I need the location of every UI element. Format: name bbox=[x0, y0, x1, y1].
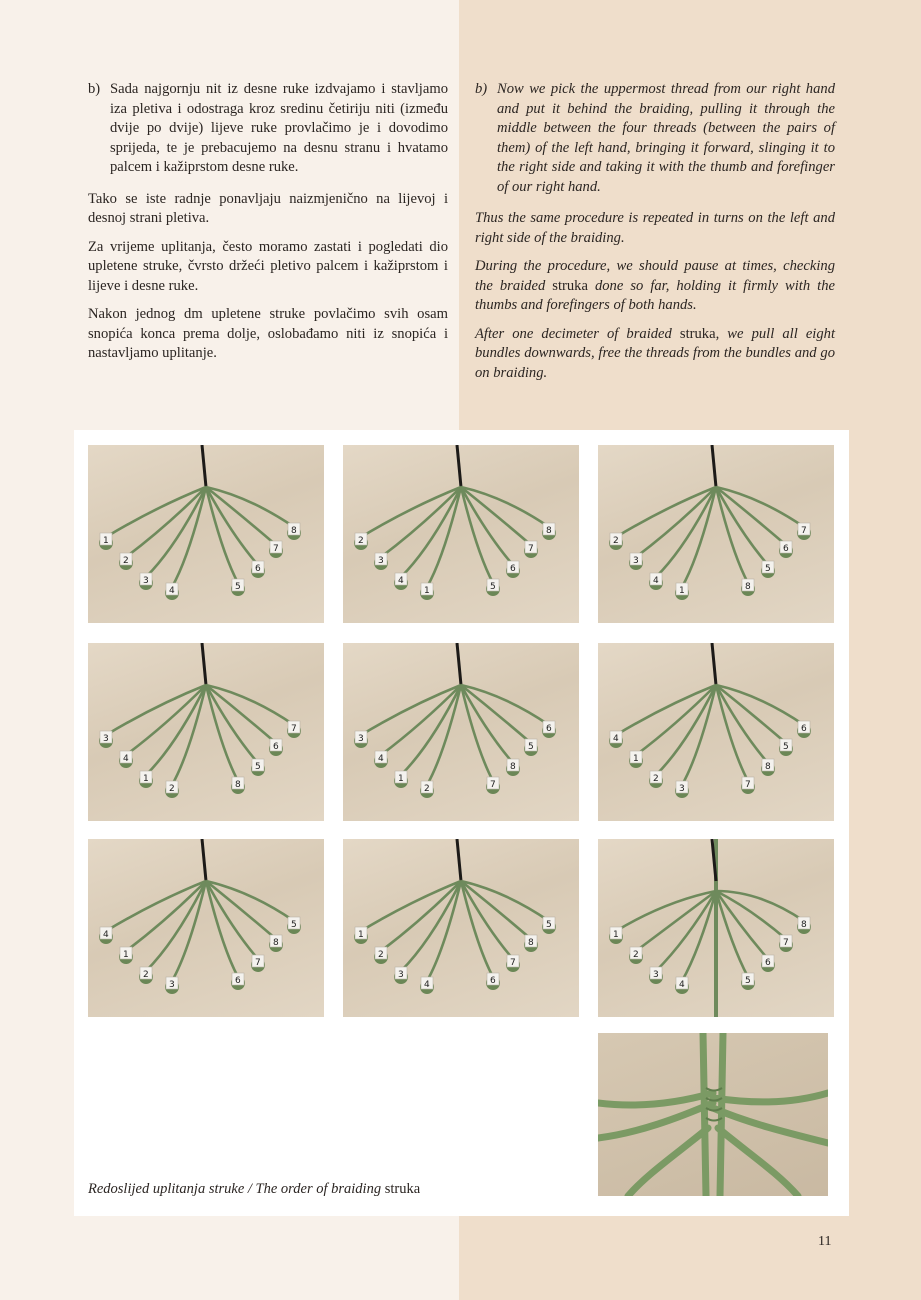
english-paragraph: Thus the same procedure is repeated in turns on the left and right side of the braiding. bbox=[475, 210, 835, 246]
number-tag bbox=[762, 561, 774, 574]
tag-number: 8 bbox=[528, 938, 534, 948]
number-tag bbox=[421, 583, 433, 596]
tag-number: 2 bbox=[653, 774, 659, 784]
braid-step-photo bbox=[88, 643, 324, 821]
thread-bundle bbox=[716, 487, 786, 545]
tag-number: 5 bbox=[291, 920, 297, 930]
tag-number: 1 bbox=[103, 536, 109, 546]
tag-number: 8 bbox=[510, 762, 516, 772]
term-struka: struka bbox=[384, 1181, 421, 1197]
tag-number: 5 bbox=[528, 742, 534, 752]
tag-number: 8 bbox=[765, 762, 771, 772]
tag-number: 4 bbox=[378, 754, 384, 764]
item-label: b) bbox=[475, 81, 488, 97]
croatian-item-b bbox=[88, 80, 448, 178]
thread-bundle bbox=[656, 891, 716, 971]
tag-number: 1 bbox=[679, 586, 685, 596]
thread-bundle bbox=[106, 685, 206, 735]
number-tag bbox=[166, 977, 178, 990]
thread-bundle bbox=[381, 487, 461, 557]
number-tag bbox=[166, 583, 178, 596]
thread-bundle bbox=[361, 881, 461, 931]
thread-bundle bbox=[636, 487, 716, 557]
number-tag bbox=[270, 541, 282, 554]
number-tag bbox=[487, 777, 499, 790]
number-tag bbox=[742, 973, 754, 986]
hanging-cord bbox=[202, 445, 206, 487]
number-tag bbox=[610, 927, 622, 940]
hanging-cord bbox=[202, 839, 206, 881]
hanging-cord bbox=[457, 643, 461, 685]
thread-bundle bbox=[126, 881, 206, 951]
tag-number: 6 bbox=[510, 564, 516, 574]
item-text: Sada najgornju nit iz desne ruke izdvajamo i stavljamo iza pletiva i odostraga kroz sredinu četiriju niti (između dvije po dvije) lijeve ruke provlačimo je i dovodimo sprijeda, te je prebacujemo na desnu stranu i hvatamo palcem i kažiprstom desne ruke. bbox=[110, 81, 448, 175]
thread-bundle bbox=[461, 881, 549, 921]
thread-bundle bbox=[716, 891, 748, 977]
tag-number: 2 bbox=[613, 536, 619, 546]
number-tag bbox=[375, 947, 387, 960]
number-tag bbox=[780, 541, 792, 554]
thread-bundle bbox=[126, 487, 206, 557]
number-tag bbox=[762, 759, 774, 772]
tag-number: 4 bbox=[679, 980, 685, 990]
tag-number: 3 bbox=[679, 784, 685, 794]
number-tag bbox=[487, 973, 499, 986]
number-tag bbox=[270, 739, 282, 752]
tag-number: 4 bbox=[169, 586, 175, 596]
tag-number: 1 bbox=[358, 930, 364, 940]
thread-bundle bbox=[206, 685, 294, 725]
tag-number: 2 bbox=[378, 950, 384, 960]
number-tag bbox=[507, 759, 519, 772]
english-item-b bbox=[475, 80, 835, 197]
braid-step-photo bbox=[343, 643, 579, 821]
braid-closeup-photo bbox=[598, 1033, 828, 1196]
hanging-cord bbox=[712, 445, 716, 487]
number-tag bbox=[252, 759, 264, 772]
tag-number: 5 bbox=[546, 920, 552, 930]
hanging-cord bbox=[202, 643, 206, 685]
number-tag bbox=[100, 927, 112, 940]
thread-bundle bbox=[461, 685, 513, 763]
tag-number: 3 bbox=[633, 556, 639, 566]
braid-step-photo bbox=[598, 839, 834, 1017]
hanging-cord bbox=[712, 643, 716, 685]
thread-bundle bbox=[206, 487, 276, 545]
number-tag bbox=[140, 573, 152, 586]
tag-number: 3 bbox=[398, 970, 404, 980]
number-tag bbox=[543, 721, 555, 734]
number-tag bbox=[421, 781, 433, 794]
braid-step-photo bbox=[598, 643, 834, 821]
braid-step-photo bbox=[88, 839, 324, 1017]
number-tag bbox=[676, 583, 688, 596]
tag-number: 8 bbox=[235, 780, 241, 790]
thread-bundle bbox=[716, 685, 804, 725]
tag-number: 6 bbox=[801, 724, 807, 734]
braid-step-photo bbox=[343, 839, 579, 1017]
number-tag bbox=[120, 553, 132, 566]
number-tag bbox=[252, 561, 264, 574]
tag-number: 7 bbox=[291, 724, 297, 734]
thread-bundle bbox=[206, 881, 258, 959]
braid-step-photo bbox=[343, 445, 579, 623]
number-tag bbox=[395, 573, 407, 586]
number-tag bbox=[676, 977, 688, 990]
number-tag bbox=[120, 947, 132, 960]
tag-number: 3 bbox=[169, 980, 175, 990]
number-tag bbox=[762, 955, 774, 968]
caption-text: Redoslijed uplitanja struke / The order of braiding bbox=[88, 1181, 385, 1197]
page-number: 11 bbox=[818, 1234, 832, 1249]
braid-step-photo bbox=[88, 445, 324, 623]
number-tag bbox=[375, 751, 387, 764]
thread-bundle bbox=[716, 685, 768, 763]
number-tag bbox=[487, 579, 499, 592]
item-label: b) bbox=[88, 81, 101, 97]
number-tag bbox=[525, 739, 537, 752]
term-struka: struka bbox=[679, 325, 716, 342]
tag-number: 1 bbox=[143, 774, 149, 784]
english-paragraph bbox=[475, 257, 835, 316]
number-tag bbox=[252, 955, 264, 968]
tag-number: 4 bbox=[398, 576, 404, 586]
thread-bundle bbox=[616, 891, 716, 931]
tag-number: 3 bbox=[358, 734, 364, 744]
thread-bundle bbox=[381, 685, 461, 755]
croatian-paragraph: Za vrijeme uplitanja, često moramo zastati i pogledati dio upletene struke, čvrsto držeći pletivo palcem i kažiprstom i lijeve i desne ruke. bbox=[88, 238, 448, 294]
number-tag bbox=[742, 579, 754, 592]
tag-number: 7 bbox=[528, 544, 534, 554]
number-tag bbox=[543, 523, 555, 536]
tag-number: 6 bbox=[765, 958, 771, 968]
thread-bundle bbox=[616, 487, 716, 537]
thread-bundle bbox=[636, 891, 716, 951]
number-tag bbox=[288, 917, 300, 930]
number-tag bbox=[232, 973, 244, 986]
tag-number: 3 bbox=[653, 970, 659, 980]
number-tag bbox=[288, 721, 300, 734]
tag-number: 4 bbox=[424, 980, 430, 990]
thread-bundle bbox=[206, 881, 276, 939]
term-struka: struka bbox=[552, 277, 588, 294]
number-tag bbox=[630, 751, 642, 764]
number-tag bbox=[120, 751, 132, 764]
tag-number: 2 bbox=[633, 950, 639, 960]
number-tag bbox=[630, 947, 642, 960]
tag-number: 2 bbox=[358, 536, 364, 546]
tag-number: 5 bbox=[765, 564, 771, 574]
number-tag bbox=[650, 967, 662, 980]
thread-bundle bbox=[461, 487, 549, 527]
thread-bundle bbox=[381, 881, 461, 951]
thread-bundle bbox=[461, 685, 531, 743]
text-run: During the procedure, we should pause at times, checking the braided bbox=[475, 258, 835, 294]
number-tag bbox=[232, 579, 244, 592]
text-run: After one decimeter of braided bbox=[475, 325, 680, 342]
croatian-paragraph: Nakon jednog dm upletene struke povlačimo svih osam snopića konca prema dolje, oslobađamo niti iz snopića i nastavljamo uplitanje. bbox=[88, 306, 448, 361]
number-tag bbox=[421, 977, 433, 990]
thread-bundle bbox=[716, 891, 804, 921]
text-run: , we pull all eight bundles downwards, free the threads from the bundles and go on braiding. bbox=[475, 325, 835, 381]
thread-bundle bbox=[206, 487, 258, 565]
number-tag bbox=[650, 771, 662, 784]
number-tag bbox=[798, 917, 810, 930]
tag-number: 8 bbox=[801, 920, 807, 930]
tag-number: 8 bbox=[546, 526, 552, 536]
number-tag bbox=[395, 771, 407, 784]
tag-number: 4 bbox=[103, 930, 109, 940]
tag-number: 7 bbox=[745, 780, 751, 790]
tag-number: 6 bbox=[490, 976, 496, 986]
number-tag bbox=[355, 731, 367, 744]
tag-number: 3 bbox=[143, 576, 149, 586]
number-tag bbox=[355, 533, 367, 546]
tag-number: 6 bbox=[546, 724, 552, 734]
thread-bundle bbox=[206, 685, 258, 763]
number-tag bbox=[232, 777, 244, 790]
thread-bundle bbox=[206, 685, 276, 743]
thread-bundle bbox=[461, 685, 549, 725]
thread-bundle bbox=[461, 881, 531, 939]
thread-bundle bbox=[126, 685, 206, 755]
thread-bundle bbox=[206, 881, 294, 921]
tag-number: 4 bbox=[653, 576, 659, 586]
item-text: Now we pick the uppermost thread from our right hand and put it behind the braiding, pulling it through the middle between the four threads (between the pairs of them) of the left hand, bringing it forward, slinging it to the right side and taking it with the thumb and forefinger of our right hand. bbox=[497, 81, 835, 195]
hanging-cord bbox=[457, 445, 461, 487]
tag-number: 6 bbox=[235, 976, 241, 986]
tag-number: 6 bbox=[273, 742, 279, 752]
thread-bundle bbox=[716, 891, 786, 939]
english-paragraph bbox=[475, 325, 835, 384]
croatian-column bbox=[88, 80, 448, 373]
thread-bundle bbox=[106, 487, 206, 537]
thread-bundle bbox=[716, 891, 768, 959]
number-tag bbox=[650, 573, 662, 586]
thread-bundle bbox=[106, 881, 206, 931]
thread-bundle bbox=[461, 487, 513, 565]
thread-bundle bbox=[716, 487, 804, 527]
tag-number: 2 bbox=[169, 784, 175, 794]
number-tag bbox=[270, 935, 282, 948]
hanging-cord bbox=[457, 839, 461, 881]
thread-bundle bbox=[361, 487, 461, 537]
number-tag bbox=[355, 927, 367, 940]
number-tag bbox=[140, 967, 152, 980]
number-tag bbox=[140, 771, 152, 784]
number-tag bbox=[780, 935, 792, 948]
tag-number: 4 bbox=[613, 734, 619, 744]
thread-bundle bbox=[616, 685, 716, 735]
braid-step-photo bbox=[598, 445, 834, 623]
tag-number: 5 bbox=[490, 582, 496, 592]
tag-number: 1 bbox=[424, 586, 430, 596]
number-tag bbox=[507, 561, 519, 574]
number-tag bbox=[507, 955, 519, 968]
number-tag bbox=[395, 967, 407, 980]
number-tag bbox=[742, 777, 754, 790]
tag-number: 2 bbox=[123, 556, 129, 566]
number-tag bbox=[100, 731, 112, 744]
tag-number: 4 bbox=[123, 754, 129, 764]
number-tag bbox=[166, 781, 178, 794]
figure-caption bbox=[88, 1181, 420, 1198]
thread-bundle bbox=[716, 487, 768, 565]
tag-number: 8 bbox=[291, 526, 297, 536]
tag-number: 7 bbox=[801, 526, 807, 536]
tag-number: 5 bbox=[745, 976, 751, 986]
number-tag bbox=[676, 781, 688, 794]
tag-number: 7 bbox=[255, 958, 261, 968]
text-run: done so far, holding it firmly with the thumbs and forefingers of both hands. bbox=[475, 277, 835, 313]
tag-number: 3 bbox=[103, 734, 109, 744]
number-tag bbox=[375, 553, 387, 566]
tag-number: 5 bbox=[783, 742, 789, 752]
thread-bundle bbox=[461, 487, 531, 545]
tag-number: 2 bbox=[143, 970, 149, 980]
tag-number: 2 bbox=[424, 784, 430, 794]
tag-number: 1 bbox=[633, 754, 639, 764]
tag-number: 7 bbox=[783, 938, 789, 948]
tag-number: 6 bbox=[783, 544, 789, 554]
number-tag bbox=[610, 731, 622, 744]
thread-bundle bbox=[716, 685, 786, 743]
number-tag bbox=[798, 721, 810, 734]
tag-number: 8 bbox=[273, 938, 279, 948]
tag-number: 1 bbox=[398, 774, 404, 784]
tag-number: 6 bbox=[255, 564, 261, 574]
number-tag bbox=[525, 935, 537, 948]
tag-number: 7 bbox=[273, 544, 279, 554]
tag-number: 3 bbox=[378, 556, 384, 566]
tag-number: 5 bbox=[255, 762, 261, 772]
number-tag bbox=[610, 533, 622, 546]
tag-number: 1 bbox=[123, 950, 129, 960]
croatian-paragraph: Tako se iste radnje ponavljaju naizmjenično na lijevoj i desnoj strani pletiva. bbox=[88, 190, 448, 226]
number-tag bbox=[288, 523, 300, 536]
figure-panel bbox=[74, 430, 849, 1216]
tag-number: 7 bbox=[510, 958, 516, 968]
number-tag bbox=[525, 541, 537, 554]
tag-number: 5 bbox=[235, 582, 241, 592]
number-tag bbox=[798, 523, 810, 536]
thread-bundle bbox=[636, 685, 716, 755]
number-tag bbox=[100, 533, 112, 546]
thread-bundle bbox=[461, 881, 513, 959]
thread-bundle bbox=[206, 487, 294, 527]
thread-bundle bbox=[361, 685, 461, 735]
number-tag bbox=[543, 917, 555, 930]
number-tag bbox=[780, 739, 792, 752]
tag-number: 1 bbox=[613, 930, 619, 940]
english-column bbox=[475, 80, 835, 392]
tag-number: 8 bbox=[745, 582, 751, 592]
tag-number: 7 bbox=[490, 780, 496, 790]
number-tag bbox=[630, 553, 642, 566]
